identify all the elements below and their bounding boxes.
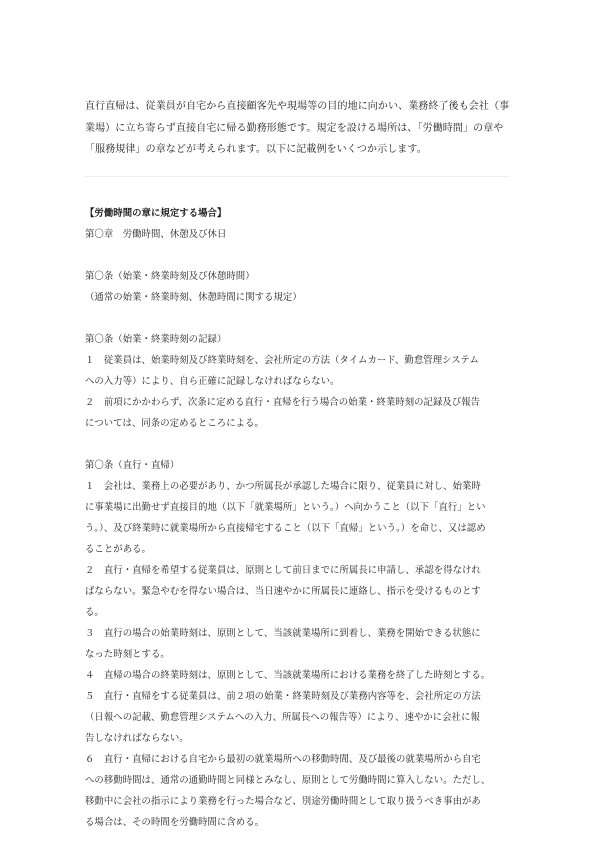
article-line: ２ 直行・直帰を希望する従業員は、原則として前日までに所属長に申請し、承認を得なけれ xyxy=(85,565,481,576)
intro-line: 業場）に立ち寄らず直接自宅に帰る勤務形態です。規定を設ける場所は、「労働時間」の章や xyxy=(85,122,504,134)
intro-line: 「服務規律」の章などが考えられます。以下に記載例をいくつか示します。 xyxy=(85,144,427,155)
article-line: ５ 直行・直帰をする従業員は、前２項の始業・終業時刻及び業務内容等を、会社所定の方法 xyxy=(85,691,481,702)
article-line: への入力等）により、自ら正確に記録しなければならない。 xyxy=(85,376,340,387)
article-line: ２ 前項にかかわらず、次条に定める直行・直帰を行う場合の始業・終業時刻の記録及び報告 xyxy=(85,397,481,408)
article-line: なった時刻とする。 xyxy=(85,649,170,660)
article-line: （日報への記載、勤怠管理システムへの入力、所属長への報告等）により、速やかに会社に報 xyxy=(85,712,480,723)
section-heading: 【労働時間の章に規定する場合】 xyxy=(85,208,227,219)
article-line: ることがある。 xyxy=(85,544,151,555)
intro-paragraph xyxy=(85,96,515,161)
article-line: ばならない。緊急やむを得ない場合は、当日速やかに所属長に連絡し、指示を受けるものとす xyxy=(85,586,481,597)
article-note: （通常の始業・終業時刻、休憩時間に関する規定） xyxy=(85,292,302,303)
section-divider xyxy=(85,176,510,177)
article-line: 告しなければならない。 xyxy=(85,733,189,744)
article-line: る場合は、その時間を労働時間に含める。 xyxy=(85,817,265,828)
article-line: ４ 直帰の場合の終業時刻は、原則として、当該就業場所における業務を終了した時刻とする。 xyxy=(85,670,491,681)
spacer xyxy=(85,308,515,329)
article-line: への移動時間は、通常の通勤時間と同様とみなし、原則として労働時間に算入しない。ただし、 xyxy=(85,775,491,786)
spacer xyxy=(85,245,515,266)
article-line: １ 会社は、業務上の必要があり、かつ所属長が承認した場合に限り、従業員に対し、始業時 xyxy=(85,481,481,492)
article-line: う。）、及び終業時に就業場所から直接帰宅すること（以下「直帰」という。）を命じ、又は認め xyxy=(85,523,486,534)
article-line: ３ 直行の場合の始業時刻は、原則として、当該就業場所に到着し、業務を開始できる状態に xyxy=(85,628,481,639)
article-line: 移動中に会社の指示により業務を行った場合など、別途労働時間として取り扱うべき事由があ xyxy=(85,796,481,807)
spacer xyxy=(85,434,515,455)
article-title: 第〇条（始業・終業時刻の記録） xyxy=(85,334,227,345)
article-line: に事業場に出勤せず直接目的地（以下「就業場所」という。）へ向かうこと（以下「直行」とい xyxy=(85,502,486,513)
article-line: る。 xyxy=(85,607,104,618)
article-title: 第〇条（直行・直帰） xyxy=(85,460,180,471)
regulation-body xyxy=(85,203,515,833)
intro-line: 直行直帰は、従業員が自宅から直接顧客先や現場等の目的地に向かい、業務終了後も会社（事 xyxy=(85,101,510,112)
article-title: 第〇条（始業・終業時刻及び休憩時間） xyxy=(85,271,255,282)
article-line: １ 従業員は、始業時刻及び終業時刻を、会社所定の方法（タイムカード、勤怠管理システム xyxy=(85,355,479,366)
article-line: ６ 直行・直帰における自宅から最初の就業場所への移動時間、及び最後の就業場所から自宅 xyxy=(85,754,481,765)
chapter-title: 第〇章 労働時間、休憩及び休日 xyxy=(85,229,227,240)
article-line: については、同条の定めるところによる。 xyxy=(85,418,264,429)
